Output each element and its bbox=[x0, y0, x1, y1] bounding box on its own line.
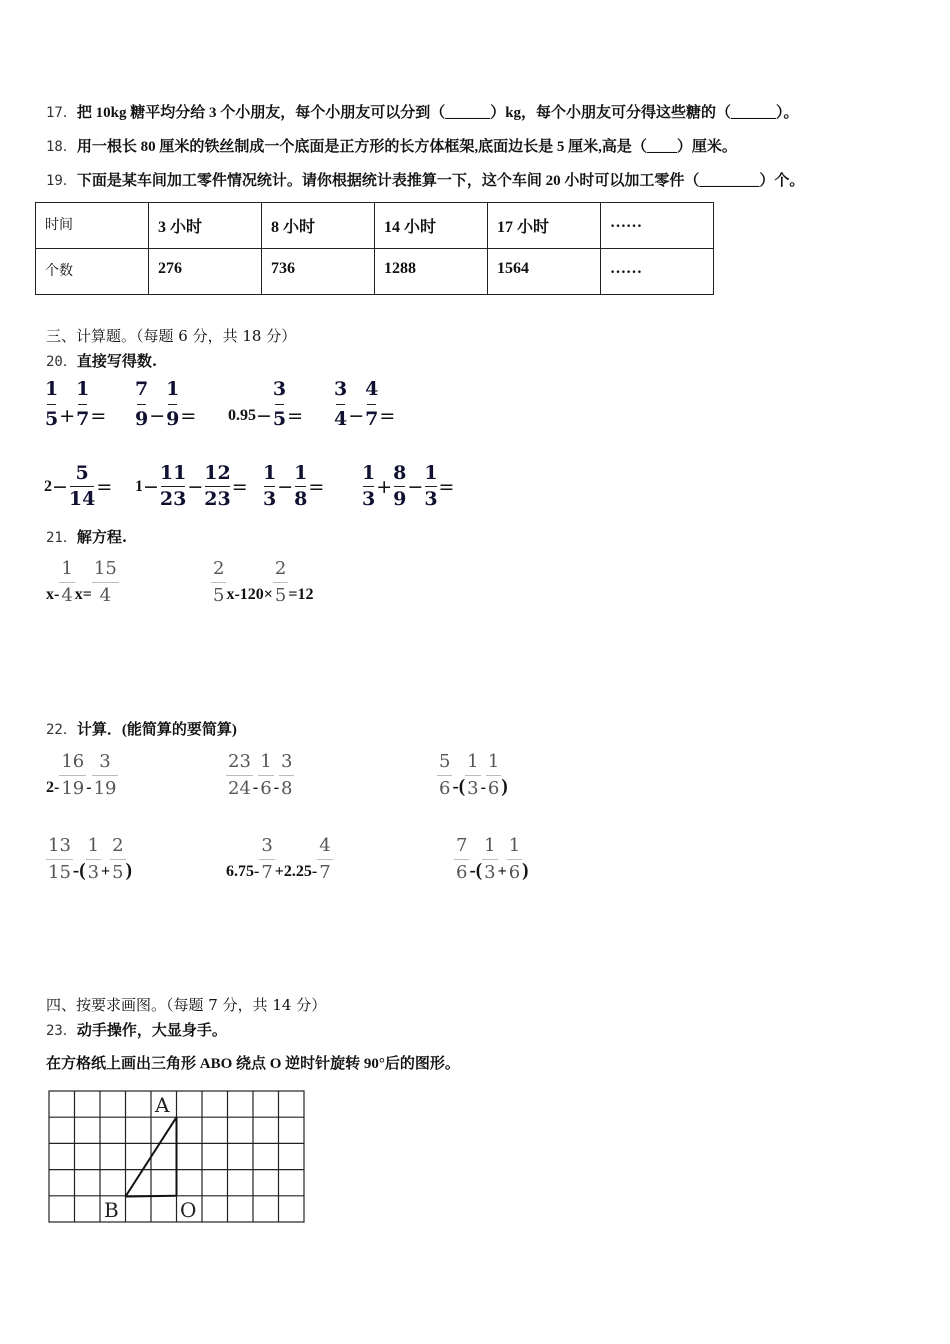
table-cell: 时间 bbox=[36, 203, 149, 249]
fraction: 8 9 bbox=[393, 462, 407, 510]
operator: − bbox=[407, 475, 424, 498]
table-cell: 17 小时 bbox=[488, 203, 601, 249]
table-cell: 8 小时 bbox=[262, 203, 375, 249]
equals-sign: = bbox=[287, 404, 304, 427]
question-23 bbox=[46, 1020, 227, 1041]
calc-expression-2 bbox=[226, 752, 294, 799]
fraction: 2 5 bbox=[213, 558, 225, 606]
equals-sign: = bbox=[438, 475, 455, 498]
question-text: 下面是某车间加工零件情况统计。请你根据统计表推算一下，这个车间 20 小时可以加工零件（________）个。 bbox=[76, 173, 805, 189]
fraction: 2 5 bbox=[112, 835, 124, 883]
calc-expression-4 bbox=[46, 836, 132, 883]
operator: − bbox=[149, 404, 166, 427]
fraction: 4 7 bbox=[365, 378, 379, 430]
fraction: 3 5 bbox=[272, 378, 287, 430]
fraction: 1 3 bbox=[484, 835, 496, 883]
operator: − bbox=[187, 475, 204, 498]
q20-expression-2 bbox=[134, 380, 196, 429]
q20-expression-5 bbox=[44, 464, 112, 509]
question-21 bbox=[46, 527, 127, 548]
section-4-heading: 四、按要求画图。（每题 7 分，共 14 分） bbox=[46, 996, 327, 1014]
leading-number: 1 bbox=[135, 477, 143, 495]
question-22 bbox=[46, 719, 237, 740]
section-3-heading: 三、计算题。（每题 6 分，共 18 分） bbox=[46, 327, 297, 345]
statistics-table bbox=[35, 202, 714, 295]
question-number: 21． bbox=[46, 530, 77, 546]
fraction: 1 8 bbox=[294, 462, 308, 510]
operator: − bbox=[348, 404, 365, 427]
fraction: 1 5 bbox=[45, 378, 59, 430]
grid-paper bbox=[48, 1090, 308, 1230]
question-text: 把 10kg 糖平均分给 3 个小朋友，每个小朋友可以分到（______）kg，每个小朋友可分得这些糖的（______）。 bbox=[76, 105, 799, 121]
equals-sign: = bbox=[180, 404, 197, 427]
fraction: 11 23 bbox=[159, 462, 187, 510]
equation-text: x- bbox=[46, 586, 60, 603]
fraction: 7 9 bbox=[135, 378, 149, 430]
fraction: 3 8 bbox=[281, 751, 293, 799]
expression-text: -( bbox=[452, 776, 466, 797]
expression-text: ) bbox=[125, 860, 132, 881]
calc-expression-6 bbox=[454, 836, 528, 883]
equation-text: x-120× bbox=[226, 586, 273, 603]
expression-text: 6.75- bbox=[226, 863, 260, 880]
equals-sign: = bbox=[308, 475, 325, 498]
equals-sign: = bbox=[96, 475, 113, 498]
equation-text: x= bbox=[74, 586, 92, 603]
fraction: 1 9 bbox=[166, 378, 180, 430]
q20-expression-7 bbox=[262, 464, 324, 509]
equation-2 bbox=[211, 559, 313, 606]
calc-expression-1 bbox=[46, 752, 118, 799]
operator: + bbox=[59, 404, 76, 427]
calc-expression-5 bbox=[226, 836, 333, 883]
expression-text: - bbox=[86, 779, 92, 796]
fraction: 1 3 bbox=[467, 751, 479, 799]
table-cell: …… bbox=[601, 203, 714, 249]
question-17 bbox=[46, 102, 799, 123]
fraction: 13 15 bbox=[48, 835, 71, 883]
q20-expression-4 bbox=[333, 380, 395, 429]
fraction: 15 4 bbox=[93, 558, 117, 606]
expression-text: -( bbox=[469, 860, 483, 881]
fraction: 1 3 bbox=[87, 835, 100, 883]
fraction: 1 6 bbox=[260, 751, 272, 799]
equals-sign: = bbox=[90, 404, 107, 427]
operator: + bbox=[376, 475, 393, 498]
question-title: 计算．(能简算的要简算) bbox=[76, 722, 237, 738]
equals-sign: = bbox=[379, 404, 396, 427]
table-cell: …… bbox=[601, 249, 714, 295]
fraction: 2 5 bbox=[274, 558, 287, 606]
table-cell: 14 小时 bbox=[375, 203, 488, 249]
question-text: 用一根长 80 厘米的铁丝制成一个底面是正方形的长方体框架,底面边长是 5 厘米,高是（____）厘米。 bbox=[76, 139, 737, 155]
table-cell: 736 bbox=[262, 249, 375, 295]
table-row bbox=[36, 203, 714, 249]
rotation-grid bbox=[48, 1090, 308, 1226]
q20-expression-6 bbox=[135, 464, 248, 509]
fraction: 16 19 bbox=[61, 751, 85, 799]
fraction: 3 4 bbox=[334, 378, 348, 430]
table-row bbox=[36, 249, 714, 295]
leading-number: 2 bbox=[44, 477, 52, 495]
fraction: 3 7 bbox=[261, 835, 273, 883]
question-number: 22． bbox=[46, 722, 77, 738]
fraction: 5 14 bbox=[68, 462, 96, 510]
equation-text: =12 bbox=[288, 586, 314, 603]
q20-expression-1 bbox=[44, 380, 106, 429]
question-18 bbox=[46, 136, 737, 157]
expression-text: +2.25- bbox=[274, 863, 318, 880]
table-cell: 1564 bbox=[488, 249, 601, 295]
question-20 bbox=[46, 351, 157, 372]
calc-expression-3 bbox=[437, 752, 508, 799]
question-number: 23． bbox=[46, 1023, 77, 1039]
fraction: 12 23 bbox=[204, 462, 231, 510]
operator: − bbox=[143, 475, 159, 498]
label-b: B bbox=[104, 1198, 119, 1222]
expression-text: -( bbox=[72, 860, 86, 881]
q20-expression-8 bbox=[361, 464, 454, 509]
expression-text: ) bbox=[522, 860, 529, 881]
fraction: 1 4 bbox=[61, 558, 73, 606]
fraction: 1 7 bbox=[76, 378, 90, 430]
fraction: 23 24 bbox=[228, 751, 251, 799]
question-19 bbox=[46, 170, 804, 191]
question-number: 18． bbox=[46, 139, 77, 155]
expression-text: + bbox=[497, 863, 507, 880]
question-title: 解方程. bbox=[76, 528, 128, 546]
table-cell: 3 小时 bbox=[149, 203, 262, 249]
fraction: 1 6 bbox=[487, 751, 500, 799]
table-cell: 1288 bbox=[375, 249, 488, 295]
leading-number: 0.95 bbox=[228, 406, 256, 424]
fraction: 3 19 bbox=[93, 751, 117, 799]
fraction: 7 6 bbox=[456, 835, 468, 883]
equals-sign: = bbox=[231, 475, 248, 498]
operator: − bbox=[277, 475, 294, 498]
question-number: 19． bbox=[46, 173, 77, 189]
expression-text: ) bbox=[501, 776, 508, 797]
equation-1 bbox=[46, 559, 119, 606]
fraction: 1 6 bbox=[508, 835, 521, 883]
expression-text: - bbox=[273, 779, 280, 796]
fraction: 1 3 bbox=[362, 462, 376, 510]
label-a: A bbox=[155, 1093, 170, 1117]
fraction: 1 3 bbox=[263, 462, 277, 510]
question-23-instruction: 在方格纸上画出三角形 ABO 绕点 O 逆时针旋转 90°后的图形。 bbox=[46, 1056, 460, 1072]
operator: − bbox=[52, 475, 68, 498]
fraction: 1 3 bbox=[424, 462, 438, 510]
table-cell: 个数 bbox=[36, 249, 149, 295]
table-cell: 276 bbox=[149, 249, 262, 295]
expression-text: 2- bbox=[46, 779, 60, 796]
fraction: 5 6 bbox=[439, 751, 451, 799]
question-number: 17． bbox=[46, 105, 77, 121]
expression-text: - bbox=[480, 779, 486, 796]
question-title: 动手操作，大显身手。 bbox=[76, 1021, 227, 1039]
operator: − bbox=[256, 404, 272, 427]
question-title: 直接写得数. bbox=[76, 352, 158, 370]
fraction: 4 7 bbox=[319, 835, 331, 883]
question-number: 20． bbox=[46, 354, 77, 370]
expression-text: - bbox=[252, 779, 259, 796]
q20-expression-3 bbox=[228, 380, 303, 429]
label-o: O bbox=[180, 1198, 197, 1222]
expression-text: + bbox=[101, 863, 111, 880]
